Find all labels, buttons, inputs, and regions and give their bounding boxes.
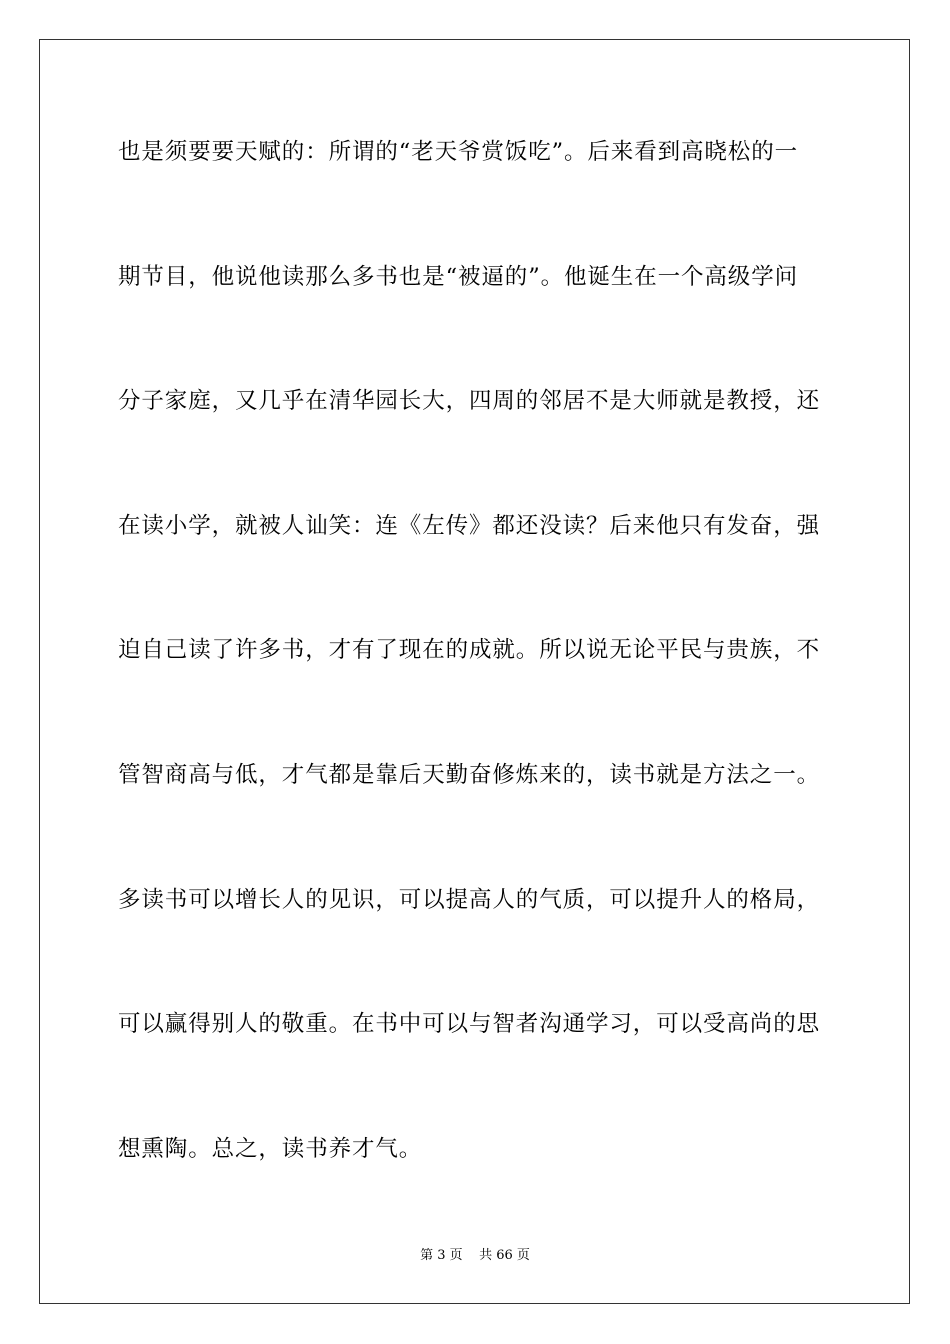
body-text [118, 125, 838, 1246]
text-line: 可以赢得别人的敬重。在书中可以与智者沟通学习，可以受高尚的思 [118, 1011, 821, 1038]
text-line: 迫自己读了许多书，才有了现在的成就。所以说无论平民与贵族，不 [118, 637, 821, 664]
text-line: 期节目，他说他读那么多书也是“被逼的”。他诞生在一个高级学问 [118, 263, 799, 290]
text-line: 多读书可以增长人的见识，可以提高人的气质，可以提升人的格局， [118, 886, 821, 913]
text-line: 想熏陶。总之，读书养才气。 [118, 1135, 423, 1162]
text-line: 管智商高与低，才气都是靠后天勤奋修炼来的，读书就是方法之一。 [118, 761, 821, 788]
text-line: 分子家庭，又几乎在清华园长大，四周的邻居不是大师就是教授，还 [118, 388, 821, 415]
text-line: 也是须要要天赋的：所谓的“老天爷赏饭吃”。后来看到高晓松的一 [118, 139, 799, 165]
text-line: 在读小学，就被人讪笑：连《左传》都还没读？后来他只有发奋，强 [118, 512, 821, 539]
page-footer: 第 3 页 共 66 页 [420, 1248, 530, 1263]
